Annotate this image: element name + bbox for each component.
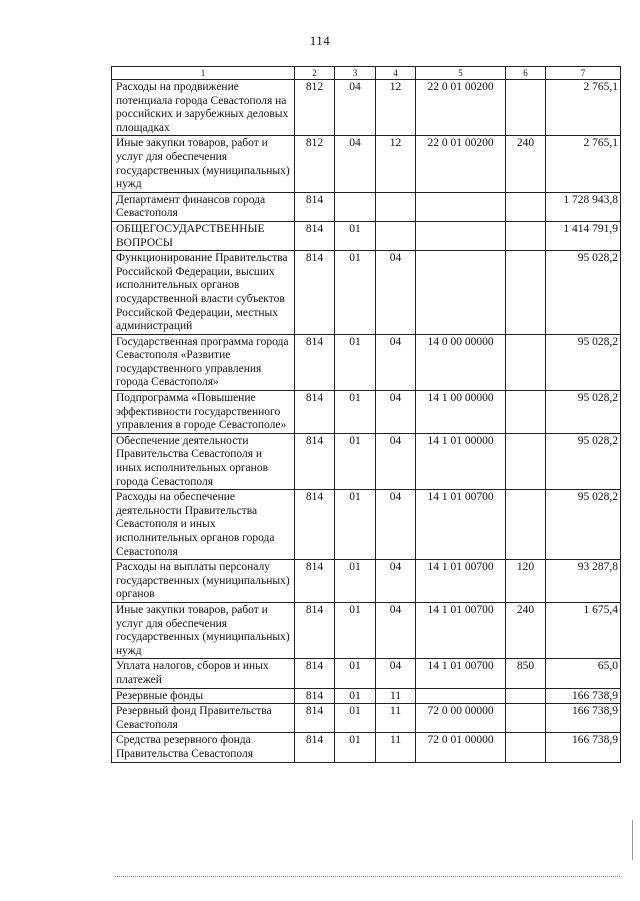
row-col-7: 166 738,9 xyxy=(546,733,621,762)
table-row xyxy=(112,251,621,335)
row-col-2: 814 xyxy=(295,659,335,688)
row-col-7: 1 414 791,9 xyxy=(546,221,621,250)
row-col-5: 22 0 01 00200 xyxy=(416,136,506,192)
table-row xyxy=(112,433,621,489)
row-col-2: 814 xyxy=(295,733,335,762)
row-col-5: 14 1 01 00700 xyxy=(416,659,506,688)
row-col-4: 11 xyxy=(376,733,416,762)
row-col-6 xyxy=(506,688,546,704)
budget-table xyxy=(111,66,621,763)
row-col-7: 166 738,9 xyxy=(546,704,621,733)
row-col-7: 1 728 943,8 xyxy=(546,192,621,221)
table-row xyxy=(112,560,621,603)
row-col-2: 814 xyxy=(295,560,335,603)
row-col-3: 01 xyxy=(335,704,376,733)
header-col-1: 1 xyxy=(112,67,295,80)
row-col-6: 240 xyxy=(506,136,546,192)
row-name: Иные закупки товаров, работ и услуг для обеспечения государственных (муниципальных) нужд xyxy=(112,136,295,192)
row-col-4: 04 xyxy=(376,490,416,560)
table-row xyxy=(112,334,621,390)
row-col-6 xyxy=(506,80,546,136)
table-row xyxy=(112,490,621,560)
row-name: Департамент финансов города Севастополя xyxy=(112,192,295,221)
row-col-3: 04 xyxy=(335,80,376,136)
row-col-7: 2 765,1 xyxy=(546,136,621,192)
row-col-2: 814 xyxy=(295,391,335,434)
table-row xyxy=(112,659,621,688)
row-col-7: 166 738,9 xyxy=(546,688,621,704)
row-name: Подпрограмма «Повышение эффективности государственного управления в городе Севастополе» xyxy=(112,391,295,434)
row-col-5 xyxy=(416,251,506,335)
row-col-6 xyxy=(506,192,546,221)
row-col-2: 812 xyxy=(295,80,335,136)
row-col-6 xyxy=(506,391,546,434)
row-col-3: 01 xyxy=(335,659,376,688)
table-row xyxy=(112,136,621,192)
row-col-3: 01 xyxy=(335,334,376,390)
row-name: Обеспечение деятельности Правительства Севастополя и иных исполнительных органов города Севастополя xyxy=(112,433,295,489)
header-col-3: 3 xyxy=(335,67,376,80)
row-col-2: 814 xyxy=(295,251,335,335)
row-col-4: 04 xyxy=(376,391,416,434)
row-col-6 xyxy=(506,733,546,762)
table-header-row xyxy=(112,67,621,80)
row-col-5: 14 1 01 00700 xyxy=(416,602,506,658)
row-name: Расходы на продвижение потенциала города Севастополя на российских и зарубежных деловых площадках xyxy=(112,80,295,136)
table-row xyxy=(112,80,621,136)
row-col-3: 01 xyxy=(335,251,376,335)
header-col-6: 6 xyxy=(506,67,546,80)
row-col-3: 01 xyxy=(335,490,376,560)
row-col-6: 240 xyxy=(506,602,546,658)
scan-bottom-line xyxy=(115,876,620,878)
row-name: Расходы на выплаты персоналу государственных (муниципальных) органов xyxy=(112,560,295,603)
row-col-4: 04 xyxy=(376,433,416,489)
row-col-4: 12 xyxy=(376,80,416,136)
row-name: Уплата налогов, сборов и иных платежей xyxy=(112,659,295,688)
row-col-6 xyxy=(506,433,546,489)
scan-edge-line xyxy=(632,820,633,860)
row-col-7: 1 675,4 xyxy=(546,602,621,658)
row-col-2: 814 xyxy=(295,602,335,658)
row-col-3: 04 xyxy=(335,136,376,192)
row-name: Резервный фонд Правительства Севастополя xyxy=(112,704,295,733)
row-col-2: 814 xyxy=(295,433,335,489)
header-col-4: 4 xyxy=(376,67,416,80)
row-name: ОБЩЕГОСУДАРСТВЕННЫЕ ВОПРОСЫ xyxy=(112,221,295,250)
header-col-2: 2 xyxy=(295,67,335,80)
row-name: Функционирование Правительства Российской Федерации, высших исполнительных органов государственной власти субъектов Российской Федерации, местных администраций xyxy=(112,251,295,335)
row-col-6 xyxy=(506,221,546,250)
row-col-3: 01 xyxy=(335,560,376,603)
row-col-3: 01 xyxy=(335,602,376,658)
row-col-3 xyxy=(335,192,376,221)
table-row xyxy=(112,733,621,762)
row-col-5 xyxy=(416,688,506,704)
row-col-5: 72 0 00 00000 xyxy=(416,704,506,733)
row-col-2: 812 xyxy=(295,136,335,192)
row-col-2: 814 xyxy=(295,704,335,733)
row-col-3: 01 xyxy=(335,733,376,762)
row-col-5: 14 1 00 00000 xyxy=(416,391,506,434)
row-col-7: 93 287,8 xyxy=(546,560,621,603)
table-row xyxy=(112,704,621,733)
row-col-6 xyxy=(506,251,546,335)
table-row xyxy=(112,192,621,221)
header-col-5: 5 xyxy=(416,67,506,80)
row-col-4: 04 xyxy=(376,251,416,335)
row-name: Расходы на обеспечение деятельности Правительства Севастополя и иных исполнительных органов города Севастополя xyxy=(112,490,295,560)
row-col-3: 01 xyxy=(335,688,376,704)
row-col-4: 04 xyxy=(376,334,416,390)
row-col-3: 01 xyxy=(335,391,376,434)
row-col-3: 01 xyxy=(335,221,376,250)
row-col-4: 11 xyxy=(376,688,416,704)
row-col-4: 04 xyxy=(376,659,416,688)
row-col-4: 04 xyxy=(376,560,416,603)
row-col-5: 22 0 01 00200 xyxy=(416,80,506,136)
row-col-3: 01 xyxy=(335,433,376,489)
row-col-5: 14 1 01 00700 xyxy=(416,560,506,603)
row-col-4: 11 xyxy=(376,704,416,733)
row-name: Государственная программа города Севастополя «Развитие государственного управления города Севастополя» xyxy=(112,334,295,390)
row-col-6 xyxy=(506,334,546,390)
page-number: 114 xyxy=(309,33,331,48)
row-col-2: 814 xyxy=(295,490,335,560)
table-row xyxy=(112,221,621,250)
row-col-7: 95 028,2 xyxy=(546,334,621,390)
table-row xyxy=(112,391,621,434)
row-col-5: 14 1 01 00000 xyxy=(416,433,506,489)
row-col-6: 120 xyxy=(506,560,546,603)
row-col-7: 95 028,2 xyxy=(546,490,621,560)
row-col-7: 95 028,2 xyxy=(546,433,621,489)
row-col-2: 814 xyxy=(295,221,335,250)
row-col-7: 95 028,2 xyxy=(546,251,621,335)
row-col-5: 72 0 01 00000 xyxy=(416,733,506,762)
row-col-5 xyxy=(416,192,506,221)
row-col-7: 95 028,2 xyxy=(546,391,621,434)
row-name: Резервные фонды xyxy=(112,688,295,704)
row-col-6: 850 xyxy=(506,659,546,688)
row-col-2: 814 xyxy=(295,334,335,390)
row-col-2: 814 xyxy=(295,192,335,221)
row-col-5 xyxy=(416,221,506,250)
row-col-4: 04 xyxy=(376,602,416,658)
row-col-7: 65,0 xyxy=(546,659,621,688)
row-col-6 xyxy=(506,490,546,560)
row-col-4: 12 xyxy=(376,136,416,192)
header-col-7: 7 xyxy=(546,67,621,80)
table-row xyxy=(112,688,621,704)
row-col-6 xyxy=(506,704,546,733)
table-row xyxy=(112,602,621,658)
row-name: Средства резервного фонда Правительства Севастополя xyxy=(112,733,295,762)
row-name: Иные закупки товаров, работ и услуг для обеспечения государственных (муниципальных) нужд xyxy=(112,602,295,658)
row-col-2: 814 xyxy=(295,688,335,704)
row-col-5: 14 0 00 00000 xyxy=(416,334,506,390)
row-col-4 xyxy=(376,192,416,221)
row-col-5: 14 1 01 00700 xyxy=(416,490,506,560)
row-col-4 xyxy=(376,221,416,250)
row-col-7: 2 765,1 xyxy=(546,80,621,136)
